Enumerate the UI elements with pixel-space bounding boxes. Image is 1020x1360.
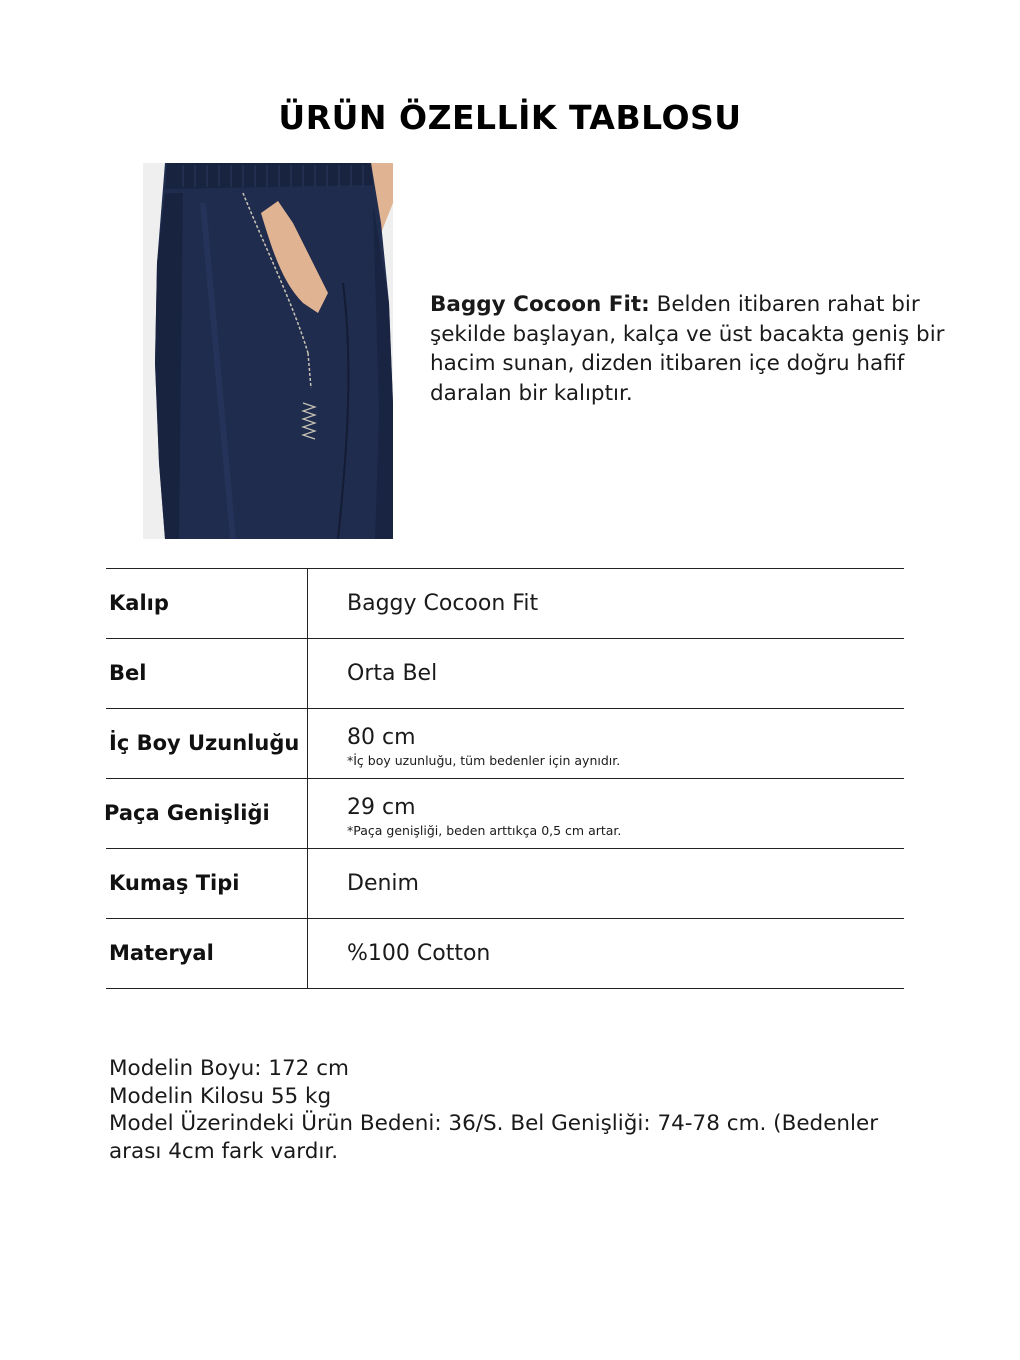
spec-value: Denim	[347, 871, 419, 896]
spec-label: Kalıp	[109, 591, 169, 615]
column-divider	[307, 639, 308, 708]
spec-label: Paça Genişliği	[104, 801, 270, 825]
fit-name: Baggy Cocoon Fit:	[430, 292, 650, 317]
spec-row-paca	[106, 778, 904, 848]
spec-value: %100 Cotton	[347, 941, 491, 966]
spec-label: Bel	[109, 661, 147, 685]
fit-description	[430, 290, 950, 408]
spec-label: Materyal	[109, 941, 214, 965]
spec-row-materyal	[106, 918, 904, 989]
model-height: Modelin Boyu: 172 cm	[109, 1056, 349, 1081]
spec-value: 80 cm	[347, 725, 416, 750]
column-divider	[307, 569, 308, 638]
spec-label: Kumaş Tipi	[109, 871, 240, 895]
spec-row-bel	[106, 638, 904, 708]
model-size: Model Üzerindeki Ürün Bedeni: 36/S. Bel Genişliği: 74-78 cm. (Bedenler	[109, 1111, 879, 1136]
product-photo	[143, 163, 393, 539]
column-divider	[307, 919, 308, 988]
spec-value: Orta Bel	[347, 661, 438, 686]
spec-note: *Paça genişliği, beden arttıkça 0,5 cm artar.	[347, 823, 622, 838]
model-info	[109, 1055, 909, 1165]
spec-row-kumas	[106, 848, 904, 918]
spec-row-kalip	[106, 568, 904, 638]
model-weight: Modelin Kilosu 55 kg	[109, 1083, 332, 1109]
spec-label: İç Boy Uzunluğu	[109, 731, 300, 755]
fit-description-text: Belden itibaren rahat bir şekilde başlayan, kalça ve üst bacakta geniş bir hacim sunan, dizden itibaren içe doğru hafif daralan bir kalıptır.	[430, 292, 945, 406]
model-size-note: arası 4cm fark vardır.	[109, 1138, 339, 1164]
spec-value: Baggy Cocoon Fit	[347, 591, 539, 616]
spec-value: 29 cm	[347, 795, 416, 820]
column-divider	[307, 709, 308, 778]
page-title: ÜRÜN ÖZELLİK TABLOSU	[278, 98, 742, 137]
column-divider	[307, 849, 308, 918]
spec-table	[106, 568, 904, 989]
column-divider	[307, 779, 308, 848]
spec-row-ic-boy	[106, 708, 904, 778]
spec-note: *İç boy uzunluğu, tüm bedenler için aynıdır.	[347, 753, 621, 768]
